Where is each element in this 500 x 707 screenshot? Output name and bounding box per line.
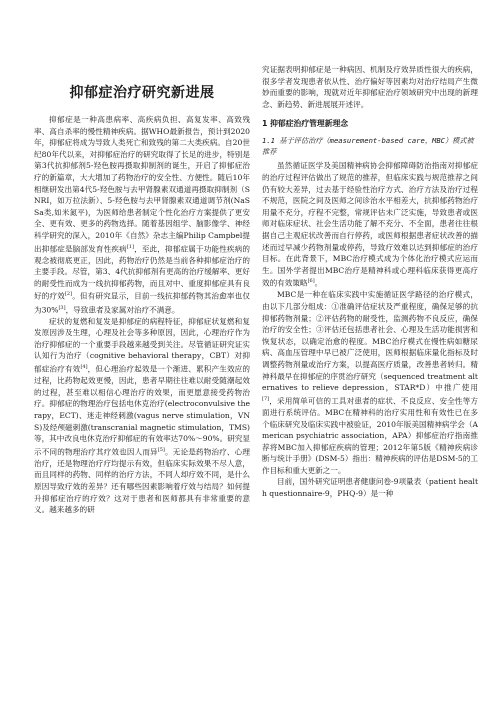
paragraph <box>262 160 478 289</box>
text: ，采用简单可信的工具对患者的症状、不良反应、安全性等方面进行系统评估。MBC在精神科的治疗实用性和有效性已在多个临床研究及临床实践中被验证，2010年版美国精神病学会（American psychiatric association，APA）抑郁症治疗指南推荐将MBC加入抑郁症疾病的管理；2012年第5版《精神疾病诊断与统计手册》(DSM-5）指出：精神疾病的评估是DSM-5的工作目标和重大更新之一。 <box>262 396 478 475</box>
subsection-heading: 1.1 基于评估治疗（measurement-based care，MBC）模式被推荐 <box>262 136 474 157</box>
citation: [7] <box>262 395 270 402</box>
text: 目前，国外研究证明患者健康问卷-9项量表（patient health questionnaire-9，PHQ-9）是一种 <box>262 477 478 499</box>
section-heading: 1 抑郁症治疗管理新理念 <box>262 119 349 129</box>
text: 症状的复燃和复发是抑郁症的病程特征，抑郁症状复燃和复发原因涉及生理，心理及社会等多种原因，因此，心理治疗作为治疗抑郁症的一个重要手段越来越受到关注。尽管循证研究证实认知行为治疗（cognitive behavioral therapy，CBT）对抑郁症治疗有效 <box>34 316 250 374</box>
citation: [5] <box>157 446 165 453</box>
article-title: 抑郁症治疗研究新进展 <box>69 85 215 101</box>
paragraph <box>34 316 250 516</box>
text: ，导致患者及家属对治疗不满意。 <box>65 305 180 315</box>
text: 。 <box>314 278 323 288</box>
right-column <box>262 64 478 696</box>
citation: [3] <box>58 304 66 311</box>
text: ，但心理治疗起效是一个渐进、累积产生效应的过程，比药物起效更慢，因此，患者早期往往难以耐受随潮起效的过程，甚至难以相信心理治疗的效果，而更愿意接受药物治疗。抑郁症的物理治疗包括电休克治疗(electroconvulsive therapy，ECT)、迷走神经刺激(vagus nerve stimulation，VNS)及经颅磁刺激(transcranial magnetic stimulation，TMS)等，其中改良电休克治疗抑郁症的有效率达70%～90%。研究显示不同的物理治疗其疗效也因人而异 <box>34 364 250 457</box>
text: 。无论是药物治疗、心理治疗，还是物理治疗疗均提示有效，但临床实际效果不尽人意，而且同样的药物、同样的治疗方法，不同人却疗效不同，是什么原因导致疗效的差异？还有哪些因素影响着疗效与结局？如何提升抑郁症治疗的疗效？这对于患者和医师都具有非常重要的意义。越来越多的研 <box>34 447 250 515</box>
citation: [6] <box>307 278 315 285</box>
paragraph <box>262 476 478 499</box>
text: ，至此，抑郁症属于功能性疾病的观念被彻底更正，因此，药物治疗仍然是当前各种抑郁症治疗的主要手段。尽管，第3、4代抗抑郁剂有更高的治疗缓解率、更好的耐受性而成为一线抗抑郁药物，而且对中、重度抑郁症具有良好的疗效 <box>34 244 250 301</box>
text: MBC是一种在临床实践中实施循证医学路径的治疗模式，由以下几部分组成：①准确评估症状及严重程度，确保足够的抗抑郁药物剂量；②评估药物的耐受性，监测药物不良反应，确保治疗的安全性；③评估还包括患者社会、心理及生活功能损害和恢复状态，以确定治愈的程度。MBC治疗模式在慢性病如糖尿病、高血压管理中早已被广泛使用，医师根据临床量化指标及时调整药物剂量或治疗方案，以提高医疗质量，改善患者转归。精神科最早在抑郁症的序贯治疗研究（sequenced treatment alternatives to relieve depression，STAR*D）中推广使用 <box>262 290 478 393</box>
two-column-body <box>34 64 478 696</box>
text: 虽然循证医学及美国精神病协会抑郁障碍防治指南对抑郁症的治疗过程评估做出了规范的推荐，但临床实践与规范推荐之间仍有较大差异，过去基于经验性治疗方式、治疗方法及治疗过程不规范，医院之间及医师之间诊治水平相差大，抗抑郁药物治疗用量不充分，疗程不完整，常规评估未广泛实施，导致患者或医师对临床症状、社会生活功能了解不充分、不全面，患者往往根据自己主观症状改善而自行停药，或医师根据患者症状改善的描述而过早减少药物剂量或停药，导致疗效难以达到抑郁症的治疗目标。在此背景下，MBC治疗模式成为个体化治疗模式应运而生。国外学者提出MBC治疗是精神科或心理科临床获得更高疗效的有效策略 <box>262 161 478 288</box>
text: 究证据表明抑郁症是一种病因、机制及疗效异质性很大的疾病，很多学者发现患者依从性、治疗偏好等因素均对治疗结局产生微妙而重要的影响，现就对近年抑郁症治疗领域研究中出现的新理念、新趋势、新进展展开述评。 <box>262 65 478 109</box>
text: 。但有研究显示，目前一线抗抑郁药物其治愈率也仅为30% <box>34 291 250 315</box>
citation: [4] <box>80 364 88 371</box>
paragraph <box>262 64 478 110</box>
left-column <box>34 64 250 696</box>
paragraph <box>34 114 250 316</box>
citation: [1] <box>126 243 134 250</box>
text: 抑郁症是一种高患病率、高疾病负担、高复发率、高致残率、高自杀率的慢性精神疾病。据WHO最新报告，预计到2020年，抑郁症将成为导致人类死亡和致残的第二大类疾病。自20世纪80年代以来，对抑郁症治疗的研究取得了长足的进步，特别是第3代抗抑郁剂5-羟色胺再摄取抑制剂的诞生，开启了抑郁症治疗的新篇章，大大增加了药物治疗的安全性、方便性。随后10年相继研发出第4代5-羟色胺与去甲肾腺素双通道再摄取抑制剂（SNRI，如万拉法新）、5-羟色胺与去甲肾腺素双通道调节剂(NaSSa类,如米氮平)，为医师给患者制定个性化治疗方案提供了更安全、更有效、更多的药物选择。随着基因组学、脑影像学、神经科学研究的深入，2010年《自然》杂志主编Philip Campbel提出抑郁症是脑部发育性疾病 <box>34 115 250 254</box>
paragraph <box>262 289 478 476</box>
citation: [2] <box>64 291 73 298</box>
